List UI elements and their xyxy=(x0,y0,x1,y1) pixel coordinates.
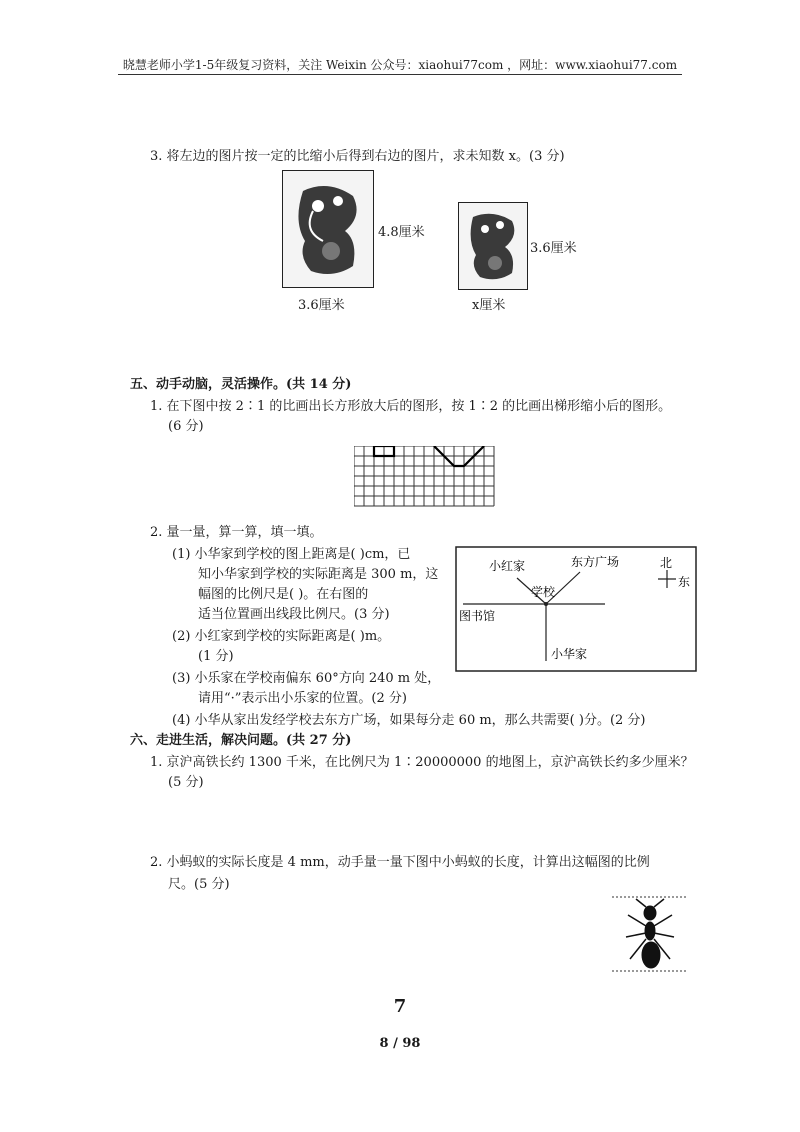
s5-q2-1-line4: 适当位置画出线段比例尺。(3 分) xyxy=(198,607,390,622)
ant-figure xyxy=(610,893,690,975)
s6-q1-line2: (5 分) xyxy=(168,775,204,790)
s5-q2-1-line1: (1) 小华家到学校的图上距离是( )cm，已 xyxy=(172,547,411,562)
label-xiaohua: 小华家 xyxy=(551,647,588,661)
header-divider xyxy=(118,74,682,75)
section5-title: 五、动手动脑，灵活操作。(共 14 分) xyxy=(130,377,352,392)
page-header: 晓慧老师小学1-5年级复习资料，关注 Weixin 公众号：xiaohui77com ，网址：www.xiaohui77.com xyxy=(122,58,678,72)
section6-title: 六、走进生活，解决问题。(共 27 分) xyxy=(130,733,352,748)
q3-text: 3. 将左边的图片按一定的比缩小后得到右边的图片，求未知数 x。(3 分) xyxy=(150,149,565,164)
s5-q1-line1: 1. 在下图中按 2∶1 的比画出长方形放大后的图形，按 1∶2 的比画出梯形缩小后的图形。 xyxy=(150,399,672,414)
ant-icon xyxy=(626,899,674,968)
s5-q1-line2: (6 分) xyxy=(168,419,204,434)
label-xiaohong: 小红家 xyxy=(489,559,526,573)
large-width-label: 3.6厘米 xyxy=(298,298,345,313)
s6-q2-line2: 尺。(5 分) xyxy=(168,877,230,892)
school-point xyxy=(544,602,548,606)
compass-east: 东 xyxy=(678,575,691,589)
small-height-label: 3.6厘米 xyxy=(530,241,577,256)
s5-q2-3-line1: (3) 小乐家在学校南偏东 60°方向 240 m 处， xyxy=(172,671,441,686)
peacock-small-icon xyxy=(459,203,527,289)
page-number: 7 xyxy=(393,996,407,1017)
label-school: 学校 xyxy=(531,585,556,599)
s6-q2-line1: 2. 小蚂蚁的实际长度是 4 mm，动手量一量下图中小蚂蚁的长度，计算出这幅图的比例 xyxy=(150,855,650,870)
s5-q2-3-line2: 请用“·”表示出小乐家的位置。(2 分) xyxy=(198,691,407,706)
page-count: 8 / 98 xyxy=(379,1036,421,1051)
s6-q1-line1: 1. 京沪高铁长约 1300 千米，在比例尺为 1∶20000000 的地图上，京沪高铁长约多少厘米？ xyxy=(150,755,694,770)
peacock-large-icon xyxy=(283,171,373,287)
s5-q2-title: 2. 量一量，算一算，填一填。 xyxy=(150,525,323,540)
peacock-image-small xyxy=(458,202,528,290)
large-height-label: 4.8厘米 xyxy=(378,225,425,240)
label-library: 图书馆 xyxy=(459,609,496,623)
s5-q2-2-line2: (1 分) xyxy=(198,649,234,664)
peacock-image-large xyxy=(282,170,374,288)
compass-north: 北 xyxy=(660,556,673,570)
school-map[interactable] xyxy=(455,546,699,674)
s5-q2-2-line1: (2) 小红家到学校的实际距离是( )m。 xyxy=(172,629,391,644)
drawing-grid[interactable] xyxy=(354,446,496,516)
small-width-label: x厘米 xyxy=(472,298,506,313)
s5-q2-1-line3: 幅图的比例尺是( )。在右图的 xyxy=(198,587,369,602)
s5-q2-4: (4) 小华从家出发经学校去东方广场，如果每分走 60 m，那么共需要( )分。(2 分) xyxy=(172,713,646,728)
s5-q2-1-line2: 知小华家到学校的实际距离是 300 m，这 xyxy=(198,567,439,582)
label-square: 东方广场 xyxy=(571,555,620,569)
